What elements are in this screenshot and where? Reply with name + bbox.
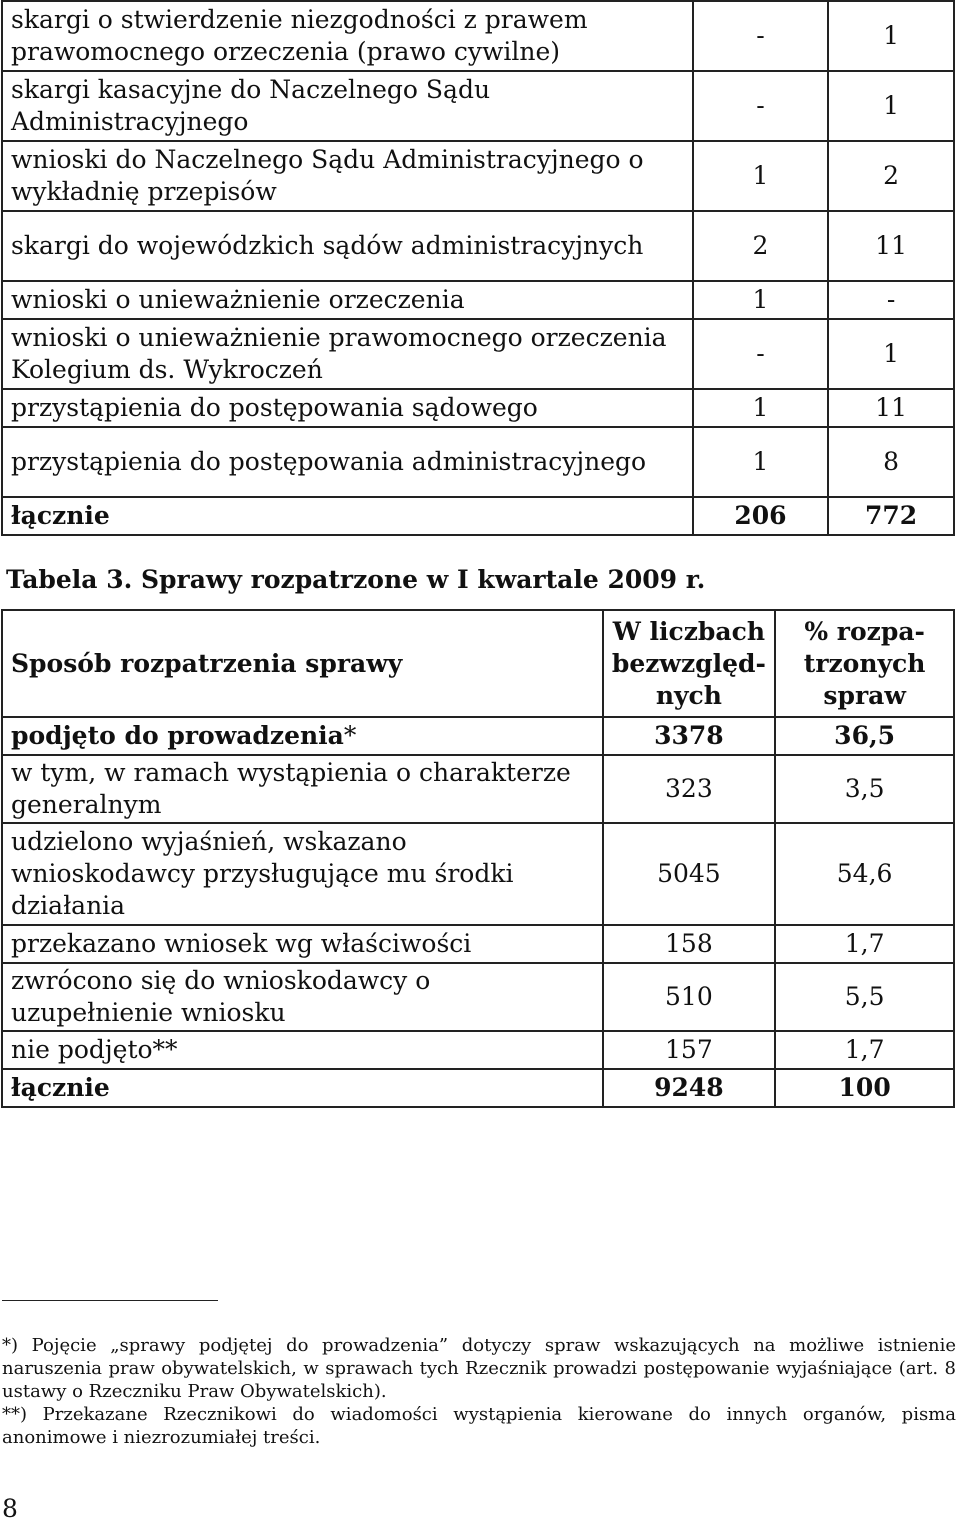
row-label: wnioski do Naczelnego Sądu Administracyjnego o wykładnię przepisów	[2, 141, 693, 211]
header-absolute: W liczbach bezwzględ-nych	[603, 610, 776, 717]
total-value-1: 206	[693, 497, 828, 535]
footnote-2: **) Przekazane Rzecznikowi do wiadomości wystąpienia kierowane do innych organów, pisma anonimowe i niezrozumiałej treści.	[2, 1404, 956, 1448]
table-row	[2, 823, 954, 925]
footnote-divider	[2, 1300, 218, 1301]
table-row	[2, 963, 954, 1031]
cell-value-2: 11	[828, 211, 954, 281]
cell-value-2: 8	[828, 427, 954, 497]
cell-absolute: 323	[603, 755, 776, 823]
total-label: łącznie	[2, 1069, 603, 1107]
row-label: udzielono wyjaśnień, wskazano wnioskodawcy przysługujące mu środki działania	[2, 823, 603, 925]
table-row	[2, 925, 954, 963]
total-absolute: 9248	[603, 1069, 776, 1107]
table-row	[2, 427, 954, 497]
table-total-row	[2, 497, 954, 535]
row-label: w tym, w ramach wystąpienia o charakterze generalnym	[2, 755, 603, 823]
row-label: skargi do wojewódzkich sądów administracyjnych	[2, 211, 693, 281]
table-row	[2, 319, 954, 389]
cell-value-1: -	[693, 71, 828, 141]
total-percent: 100	[775, 1069, 954, 1107]
table-row	[2, 1, 954, 71]
cell-value-1: 2	[693, 211, 828, 281]
cell-value-1: -	[693, 1, 828, 71]
table-row	[2, 71, 954, 141]
cases-table	[1, 609, 955, 1108]
total-value-2: 772	[828, 497, 954, 535]
cell-percent: 54,6	[775, 823, 954, 925]
cell-value-2: -	[828, 281, 954, 319]
cell-percent: 1,7	[775, 925, 954, 963]
table-row	[2, 717, 954, 755]
cell-percent: 5,5	[775, 963, 954, 1031]
cell-value-2: 1	[828, 71, 954, 141]
cell-value-1: 1	[693, 141, 828, 211]
cell-absolute: 5045	[603, 823, 776, 925]
cell-absolute: 3378	[603, 717, 776, 755]
table-row	[2, 389, 954, 427]
cell-absolute: 158	[603, 925, 776, 963]
row-label: przystąpienia do postępowania administracyjnego	[2, 427, 693, 497]
cell-value-2: 1	[828, 319, 954, 389]
table-row	[2, 141, 954, 211]
row-label: wnioski o unieważnienie orzeczenia	[2, 281, 693, 319]
cell-percent: 36,5	[775, 717, 954, 755]
header-percent: % rozpa-trzonych spraw	[775, 610, 954, 717]
cell-value-2: 2	[828, 141, 954, 211]
cell-value-1: 1	[693, 427, 828, 497]
row-label: zwrócono się do wnioskodawcy o uzupełnienie wniosku	[2, 963, 603, 1031]
row-label: nie podjęto**	[2, 1031, 603, 1069]
cell-value-1: 1	[693, 281, 828, 319]
table-row	[2, 755, 954, 823]
header-method: Sposób rozpatrzenia sprawy	[2, 610, 603, 717]
row-label: przystąpienia do postępowania sądowego	[2, 389, 693, 427]
row-label: przekazano wniosek wg właściwości	[2, 925, 603, 963]
total-label: łącznie	[2, 497, 693, 535]
cell-absolute: 510	[603, 963, 776, 1031]
table-row	[2, 281, 954, 319]
footnotes	[2, 1334, 956, 1449]
table-row	[2, 1031, 954, 1069]
summary-table-continued	[1, 0, 955, 536]
table-row	[2, 211, 954, 281]
row-label: skargi kasacyjne do Naczelnego Sądu Administracyjnego	[2, 71, 693, 141]
row-label-text: podjęto do prowadzenia	[11, 721, 344, 750]
cell-percent: 3,5	[775, 755, 954, 823]
cell-value-1: -	[693, 319, 828, 389]
table-header-row	[2, 610, 954, 717]
cell-value-2: 11	[828, 389, 954, 427]
row-label: skargi o stwierdzenie niezgodności z prawem prawomocnego orzeczenia (prawo cywilne)	[2, 1, 693, 71]
table-total-row	[2, 1069, 954, 1107]
cell-value-2: 1	[828, 1, 954, 71]
page-number: 8	[2, 1494, 18, 1523]
row-label: wnioski o unieważnienie prawomocnego orzeczenia Kolegium ds. Wykroczeń	[2, 319, 693, 389]
cell-percent: 1,7	[775, 1031, 954, 1069]
cell-absolute: 157	[603, 1031, 776, 1069]
footnote-1: *) Pojęcie „sprawy podjętej do prowadzenia” dotyczy spraw wskazujących na możliwe istnienie naruszenia praw obywatelskich, w sprawach tych Rzecznik prowadzi postępowanie wyjaśniające (art. 8 ustawy o Rzeczniku Praw Obywatelskich).	[2, 1335, 956, 1402]
table-caption: Tabela 3. Sprawy rozpatrzone w I kwartale 2009 r.	[6, 565, 706, 594]
footnote-marker: *	[343, 721, 357, 750]
row-label	[2, 717, 603, 755]
cell-value-1: 1	[693, 389, 828, 427]
